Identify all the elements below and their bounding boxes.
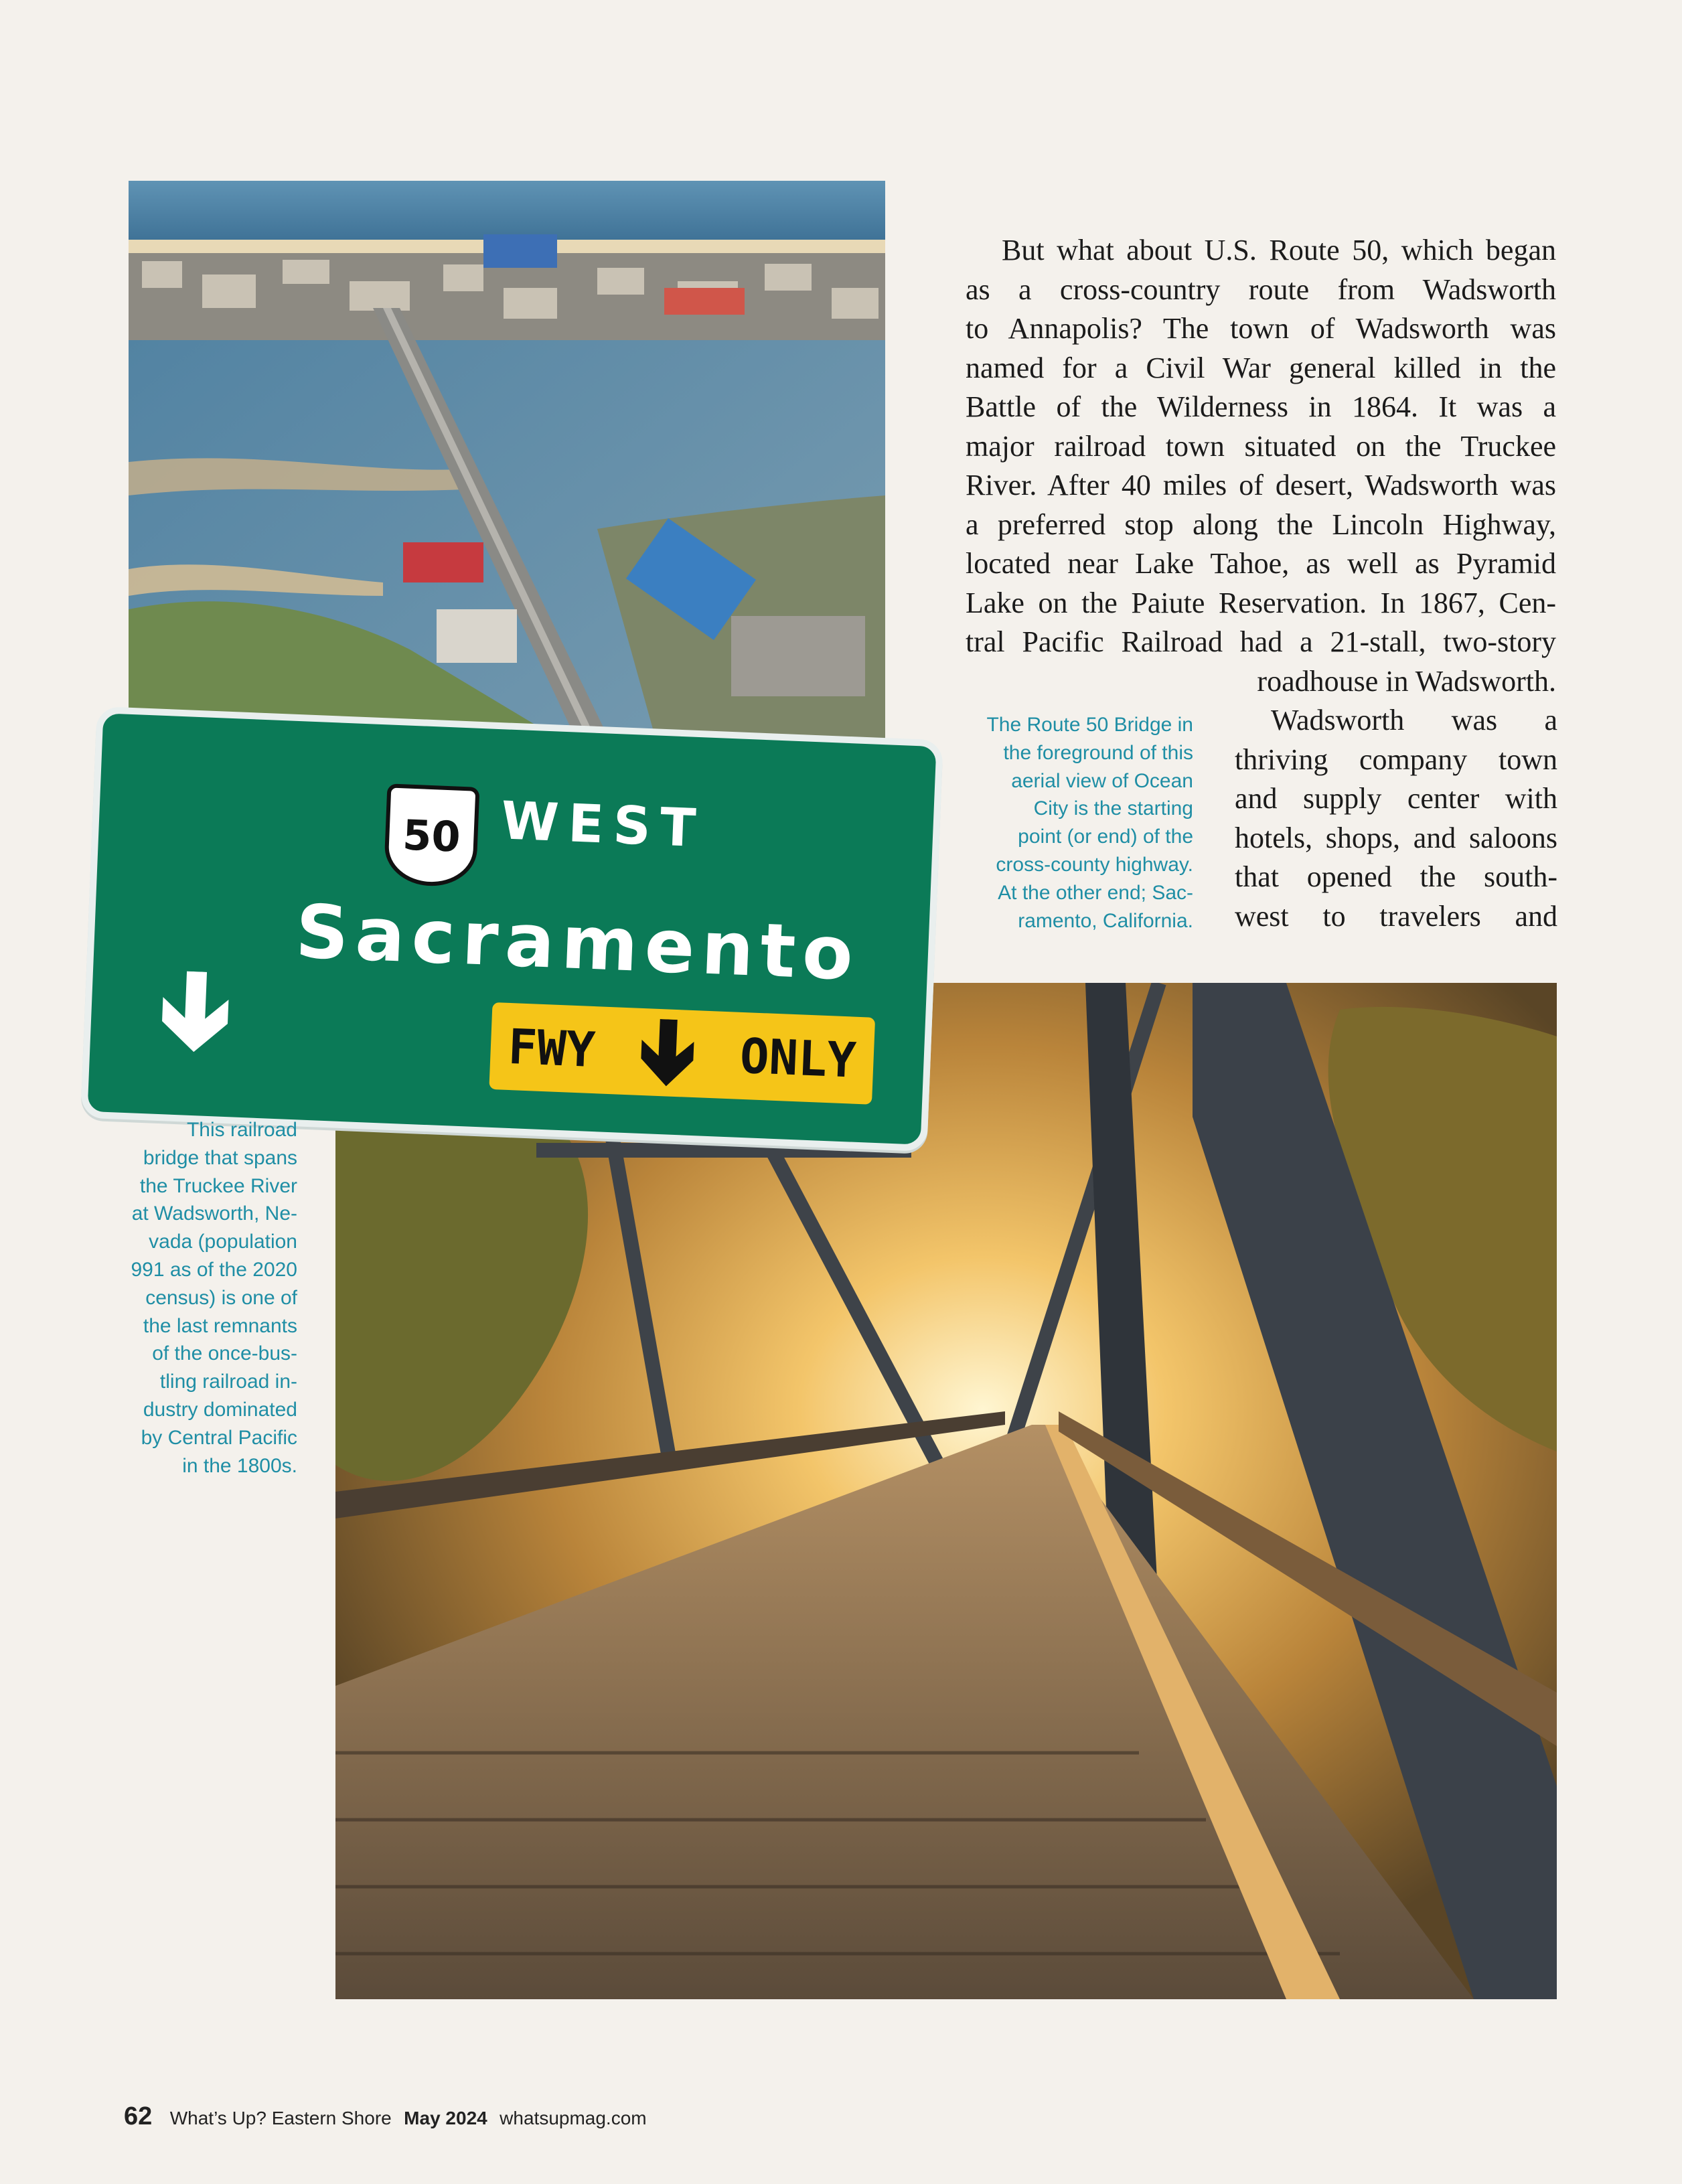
caption-line: by Central Pacific: [141, 1426, 297, 1449]
text-line: hotels, shops, and saloons: [1235, 821, 1557, 854]
text-line: River. After 40 miles of desert, Wadsworth was: [966, 469, 1556, 501]
bridge-photo-caption: [100, 1116, 297, 1480]
text-line: located near Lake Tahoe, as well as Pyramid: [966, 547, 1556, 580]
caption-line: bridge that spans: [143, 1146, 297, 1169]
us-route-shield: 50: [384, 783, 480, 887]
down-arrow-icon: [157, 970, 234, 1053]
text-line: tral Pacific Railroad had a 21-stall, two-story: [966, 625, 1556, 658]
article-paragraph-2: [1235, 701, 1557, 936]
caption-line: 991 as of the 2020: [131, 1258, 297, 1281]
website-link[interactable]: whatsupmag.com: [500, 2108, 647, 2128]
only-label: ONLY: [739, 1027, 858, 1089]
issue-date: May 2024: [404, 2108, 487, 2128]
text-line: Battle of the Wilderness in 1864. It was a: [966, 390, 1556, 423]
caption-line: in the 1800s.: [182, 1454, 297, 1477]
text-line: thriving company town: [1235, 743, 1557, 776]
caption-line: ramento, California.: [1018, 909, 1193, 932]
aerial-photo-ocean-city: [129, 181, 885, 770]
caption-line: aerial view of Ocean: [1011, 769, 1193, 792]
page-footer: [124, 2102, 647, 2131]
caption-line: City is the starting: [1033, 797, 1193, 820]
article-paragraph-1: [966, 231, 1556, 701]
caption-line: The Route 50 Bridge in: [986, 714, 1193, 736]
caption-line: This railroad: [186, 1119, 297, 1141]
down-arrow-icon: [636, 1018, 699, 1088]
aerial-photo-caption: [924, 711, 1193, 935]
publication-name: What’s Up? Eastern Shore: [169, 2108, 392, 2128]
text-line: roadhouse in Wadsworth.: [1257, 664, 1556, 698]
caption-line: the Truckee River: [139, 1174, 297, 1197]
caption-line: the foreground of this: [1003, 741, 1193, 764]
caption-line: cross-county highway.: [996, 853, 1193, 876]
caption-line: At the other end; Sac-: [998, 881, 1193, 904]
caption-line: census) is one of: [145, 1286, 297, 1309]
sign-direction: WEST: [500, 791, 706, 860]
caption-line: the last remnants: [143, 1314, 297, 1337]
caption-line: at Wadsworth, Ne-: [131, 1202, 297, 1225]
text-line: named for a Civil War general killed in the: [966, 351, 1556, 384]
text-line: west to travelers and: [1235, 899, 1557, 933]
caption-line: tling railroad in-: [159, 1371, 297, 1393]
sign-city: Sacramento: [294, 888, 862, 997]
text-line: But what about U.S. Route 50, which began: [1002, 234, 1556, 266]
text-line: and supply center with: [1235, 782, 1557, 815]
route-50-highway-sign: [80, 706, 943, 1152]
text-line: as a cross-country route from Wadsworth: [966, 272, 1556, 306]
caption-line: dustry dominated: [143, 1398, 297, 1421]
text-line: Lake on the Paiute Reservation. In 1867, Cen-: [966, 586, 1556, 619]
page-number: 62: [124, 2102, 153, 2130]
text-line: to Annapolis? The town of Wadsworth was: [966, 312, 1556, 345]
text-line: that opened the south-: [1235, 860, 1557, 893]
caption-line: of the once-bus-: [152, 1342, 297, 1365]
caption-line: point (or end) of the: [1018, 826, 1193, 848]
text-line: Wadsworth was a: [1271, 704, 1557, 736]
freeway-only-panel: [489, 1002, 875, 1105]
caption-line: vada (population: [149, 1231, 297, 1253]
text-line: major railroad town situated on the Truckee: [966, 429, 1556, 463]
text-line: a preferred stop along the Lincoln Highway,: [966, 508, 1556, 541]
fwy-label: FWY: [507, 1018, 597, 1079]
